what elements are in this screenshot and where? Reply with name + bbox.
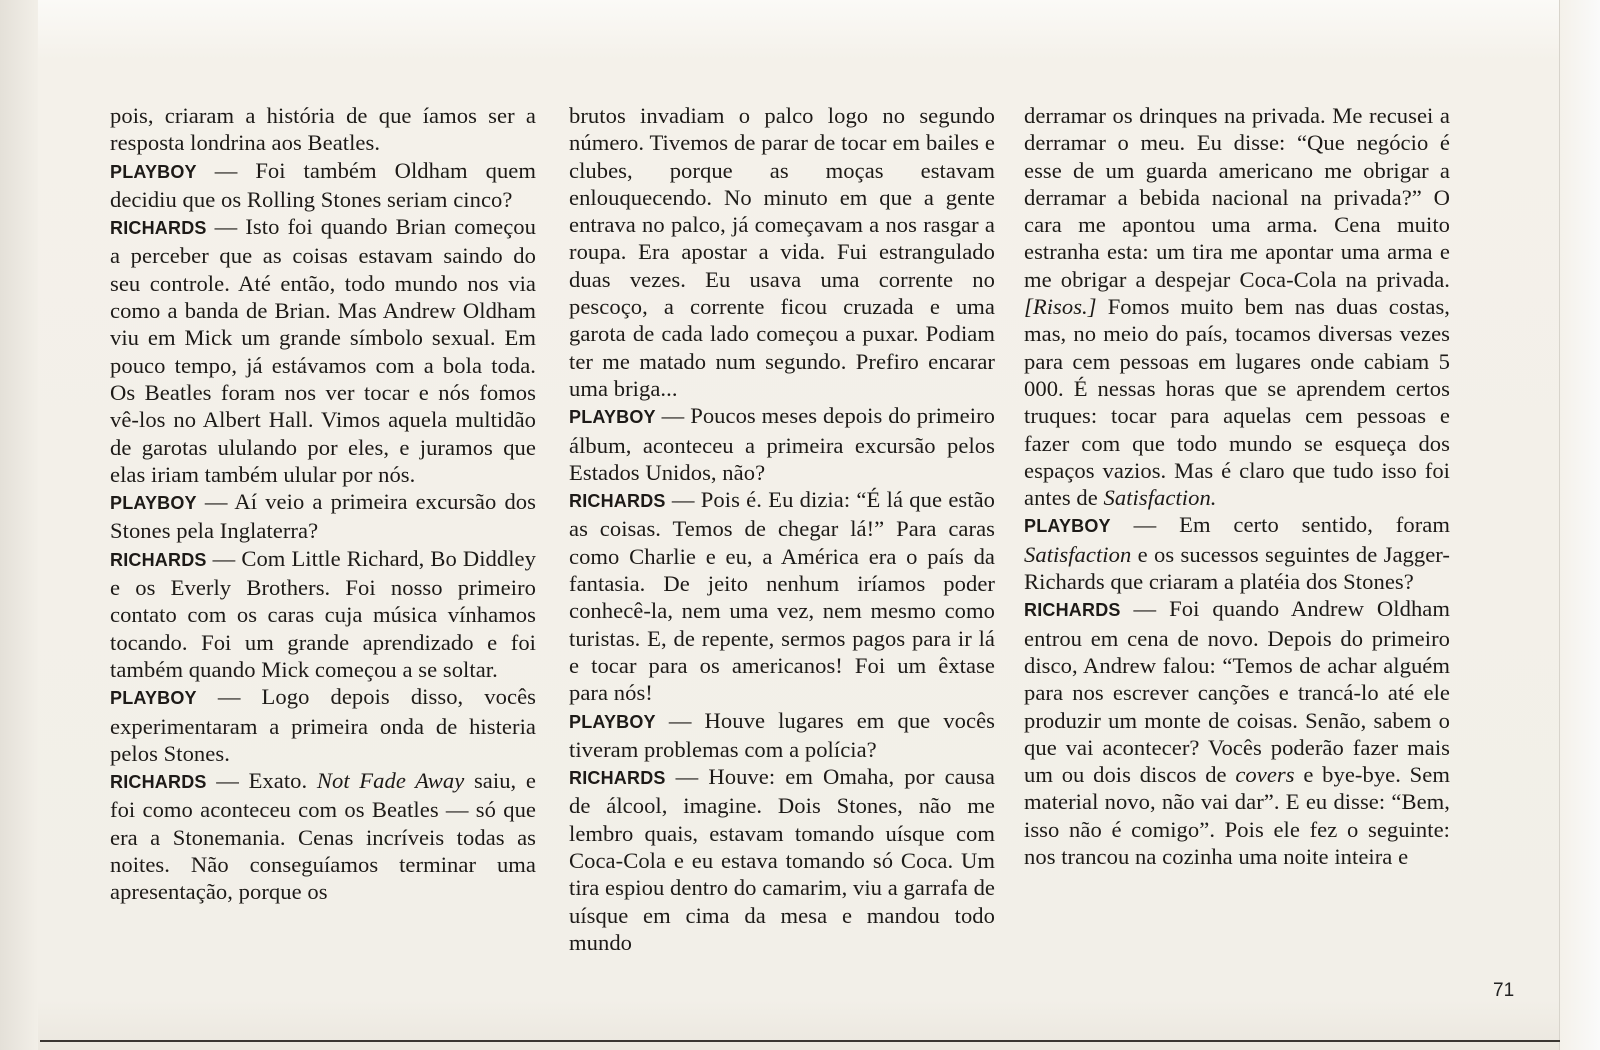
speaker-label: RICHARDS — [110, 772, 207, 793]
body-text: Aí veio a primeira excursão dos Stones pela Inglaterra? — [110, 489, 536, 544]
text-column-1 — [110, 102, 536, 906]
bottom-rule — [40, 1040, 1560, 1042]
body-text: Exato. — [248, 768, 317, 794]
body-text: derramar os drinques na privada. Me recusei a derramar o meu. Eu disse: “Que negócio é esse de um guarda americano me obrigar a derramar a bebida nacional na privada?” O cara me apontou uma arma. Cena muito estranha esta: um tira me apontar uma arma e me obrigar a despejar Coca-Cola na privada. — [1024, 103, 1450, 292]
speaker-label: PLAYBOY — [110, 493, 197, 514]
body-text: saiu, e foi como aconteceu com os Beatles — só que era a Stonemania. Cenas incríveis todas as noites. Não conseguíamos terminar uma apresentação, porque os — [110, 768, 536, 905]
body-text: Em certo sentido, foram — [1179, 512, 1450, 538]
interview-paragraph: PLAYBOY — Em certo sentido, foram Satisfaction e os sucessos seguintes de Jagger-Richards que criaram a platéia dos Stones? — [1024, 512, 1450, 595]
text-column-2 — [569, 102, 995, 956]
speaker-label: PLAYBOY — [110, 161, 197, 182]
body-text: e bye-bye. Sem material novo, não vai dar”. E eu disse: “Bem, isso não é comigo”. Pois ele fez o seguinte: nos trancou na cozinha uma noite inteira e — [1024, 762, 1450, 870]
page-number: 71 — [1493, 980, 1515, 1001]
speaker-label: RICHARDS — [110, 549, 207, 570]
page-right-edge — [1559, 0, 1600, 1050]
body-text: Isto foi quando Brian começou a perceber que as coisas estavam saindo do seu controle. Até então, todo mundo nos via como a banda de Brian. Mas Andrew Oldham viu em Mick um grande símbolo sexual. Em pouco tempo, já estávamos com a bola toda. Os Beatles foram nos ver tocar e nós fomos vê-los no Albert Hall. Vimos aquela multidão de garotas ululando por eles, e juramos que elas iriam também ulular por nós. — [110, 214, 536, 487]
speaker-label: PLAYBOY — [569, 711, 656, 732]
body-text: Logo depois disso, vocês experimentaram a primeira onda de histeria pelos Stones. — [110, 684, 536, 766]
body-text: Poucos meses depois do primeiro álbum, aconteceu a primeira excursão pelos Estados Unidos, não? — [569, 403, 995, 485]
interview-paragraph: RICHARDS — Foi quando Andrew Oldham entrou em cena de novo. Depois do primeiro disco, Andrew falou: “Temos de achar alguém para nos escrever canções e trancá-lo até ele produzir um monte de coisas. Senão, sabem o que vai acontecer? Vocês poderão fazer mais um ou dois discos de covers e bye-bye. Sem material novo, não vai dar”. E eu disse: “Bem, isso não é comigo”. Pois ele fez o seguinte: nos trancou na cozinha uma noite inteira e — [1024, 596, 1450, 870]
interview-paragraph: RICHARDS — Exato. Not Fade Away saiu, e foi como aconteceu com os Beatles — só que era a Stonemania. Cenas incríveis todas as noites. Não conseguíamos terminar uma apresentação, porque os — [110, 768, 536, 905]
body-text: Fomos muito bem nas duas costas, mas, no meio do país, tocamos diversas vezes para cem pessoas em lugares onde cabiam 5 000. É nessas horas que se aprendem certos truques: tocar para aquelas cem pessoas e fazer com que todo mundo se esqueça dos espaços vazios. Mas é claro que tudo isso foi antes de — [1024, 294, 1450, 511]
body-text: brutos invadiam o palco logo no segundo número. Tivemos de parar de tocar em bailes e clubes, porque as moças estavam enlouquecendo. No minuto em que a gente entrava no palco, já começavam a nos rasgar a roupa. Era apostar a vida. Fui estrangulado duas vezes. Eu usava uma corrente no pescoço, a corrente ficou cruzada e uma garota de cada lado começou a puxar. Podiam ter me matado num segundo. Prefiro encarar uma briga... — [569, 103, 995, 401]
interview-paragraph: RICHARDS — Com Little Richard, Bo Diddley e os Everly Brothers. Foi nosso primeiro contato com os caras cuja música vínhamos tocando. Foi um grande aprendizado e foi também quando Mick começou a se soltar. — [110, 545, 536, 682]
interview-paragraph: PLAYBOY — Logo depois disso, vocês experimentaram a primeira onda de histeria pelos Stones. — [110, 684, 536, 766]
interview-paragraph: PLAYBOY — Aí veio a primeira excursão dos Stones pela Inglaterra? — [110, 489, 536, 544]
italic-text: Not Fade Away — [316, 768, 465, 794]
body-text: Pois é. Eu dizia: “É lá que estão as coisas. Temos de chegar lá!” Para caras como Charlie e eu, a América era o país da fantasia. De jeito nenhum iríamos poder conhecê-la, nem uma vez, nem mesmo como turistas. E, de repente, sermos pagos para ir lá e tocar para os americanos! Foi um êxtase para nós! — [569, 487, 995, 706]
italic-text: [Risos.] — [1024, 294, 1097, 320]
speaker-label: PLAYBOY — [110, 688, 197, 709]
italic-text: covers — [1235, 762, 1295, 788]
speaker-label: RICHARDS — [1024, 600, 1121, 621]
interview-paragraph: RICHARDS — Isto foi quando Brian começou a perceber que as coisas estavam saindo do seu controle. Até então, todo mundo nos via como a banda de Brian. Mas Andrew Oldham viu em Mick um grande símbolo sexual. Em pouco tempo, já estávamos com a bola toda. Os Beatles foram nos ver tocar e nós fomos vê-los no Albert Hall. Vimos aquela multidão de garotas ululando por eles, e juramos que elas iriam também ulular por nós. — [110, 214, 536, 487]
body-text: Foi também Oldham quem decidiu que os Rolling Stones seriam cinco? — [110, 157, 537, 212]
interview-paragraph: PLAYBOY — Houve lugares em que vocês tiveram problemas com a polícia? — [569, 707, 995, 762]
speaker-label: RICHARDS — [569, 768, 666, 789]
body-text: Houve lugares em que vocês tiveram problemas com a polícia? — [569, 707, 995, 762]
body-text: pois, criaram a história de que íamos ser a resposta londrina aos Beatles. — [110, 103, 536, 156]
speaker-label: RICHARDS — [569, 491, 666, 512]
speaker-label: RICHARDS — [110, 218, 207, 239]
interview-paragraph: RICHARDS — Houve: em Omaha, por causa de álcool, imagine. Dois Stones, não me lembro quais, estavam tomando uísque com Coca-Cola e eu estava tomando só Coca. Um tira espiou dentro do camarim, viu a garrafa de uísque em cima da mesa e mandou todo mundo — [569, 764, 995, 955]
speaker-label: PLAYBOY — [1024, 516, 1111, 537]
italic-text: Satisfaction — [1024, 541, 1132, 567]
body-text: Com Little Richard, Bo Diddley e os Everly Brothers. Foi nosso primeiro contato com os caras cuja música vínhamos tocando. Foi um grande aprendizado e foi também quando Mick começou a se soltar. — [110, 545, 536, 682]
interview-paragraph: PLAYBOY — Foi também Oldham quem decidiu que os Rolling Stones seriam cinco? — [110, 157, 537, 212]
text-column-3 — [1024, 102, 1450, 870]
page-left-edge — [0, 0, 38, 1050]
body-text: Foi quando Andrew Oldham entrou em cena de novo. Depois do primeiro disco, Andrew falou: “Temos de achar alguém para nos escrever canções e trancá-lo até ele produzir um monte de coisas. Senão, sabem o que vai acontecer? Vocês poderão fazer mais um ou dois discos de — [1024, 596, 1450, 788]
interview-paragraph: RICHARDS — Pois é. Eu dizia: “É lá que estão as coisas. Temos de chegar lá!” Para caras como Charlie e eu, a América era o país da fantasia. De jeito nenhum iríamos poder conhecê-la, nem uma vez, nem mesmo como turistas. E, de repente, sermos pagos para ir lá e tocar para os americanos! Foi um êxtase para nós! — [569, 487, 995, 706]
interview-paragraph — [569, 102, 995, 402]
speaker-label: PLAYBOY — [569, 407, 656, 428]
italic-text: Satisfaction. — [1103, 485, 1217, 511]
interview-paragraph — [1024, 102, 1450, 511]
interview-paragraph — [110, 102, 536, 157]
interview-paragraph: PLAYBOY — Poucos meses depois do primeiro álbum, aconteceu a primeira excursão pelos Estados Unidos, não? — [569, 403, 995, 485]
body-text: Houve: em Omaha, por causa de álcool, imagine. Dois Stones, não me lembro quais, estavam tomando uísque com Coca-Cola e eu estava tomando só Coca. Um tira espiou dentro do camarim, viu a garrafa de uísque em cima da mesa e mandou todo mundo — [569, 764, 995, 955]
body-text: e os sucessos seguintes de Jagger-Richards que criaram a platéia dos Stones? — [1024, 541, 1450, 595]
